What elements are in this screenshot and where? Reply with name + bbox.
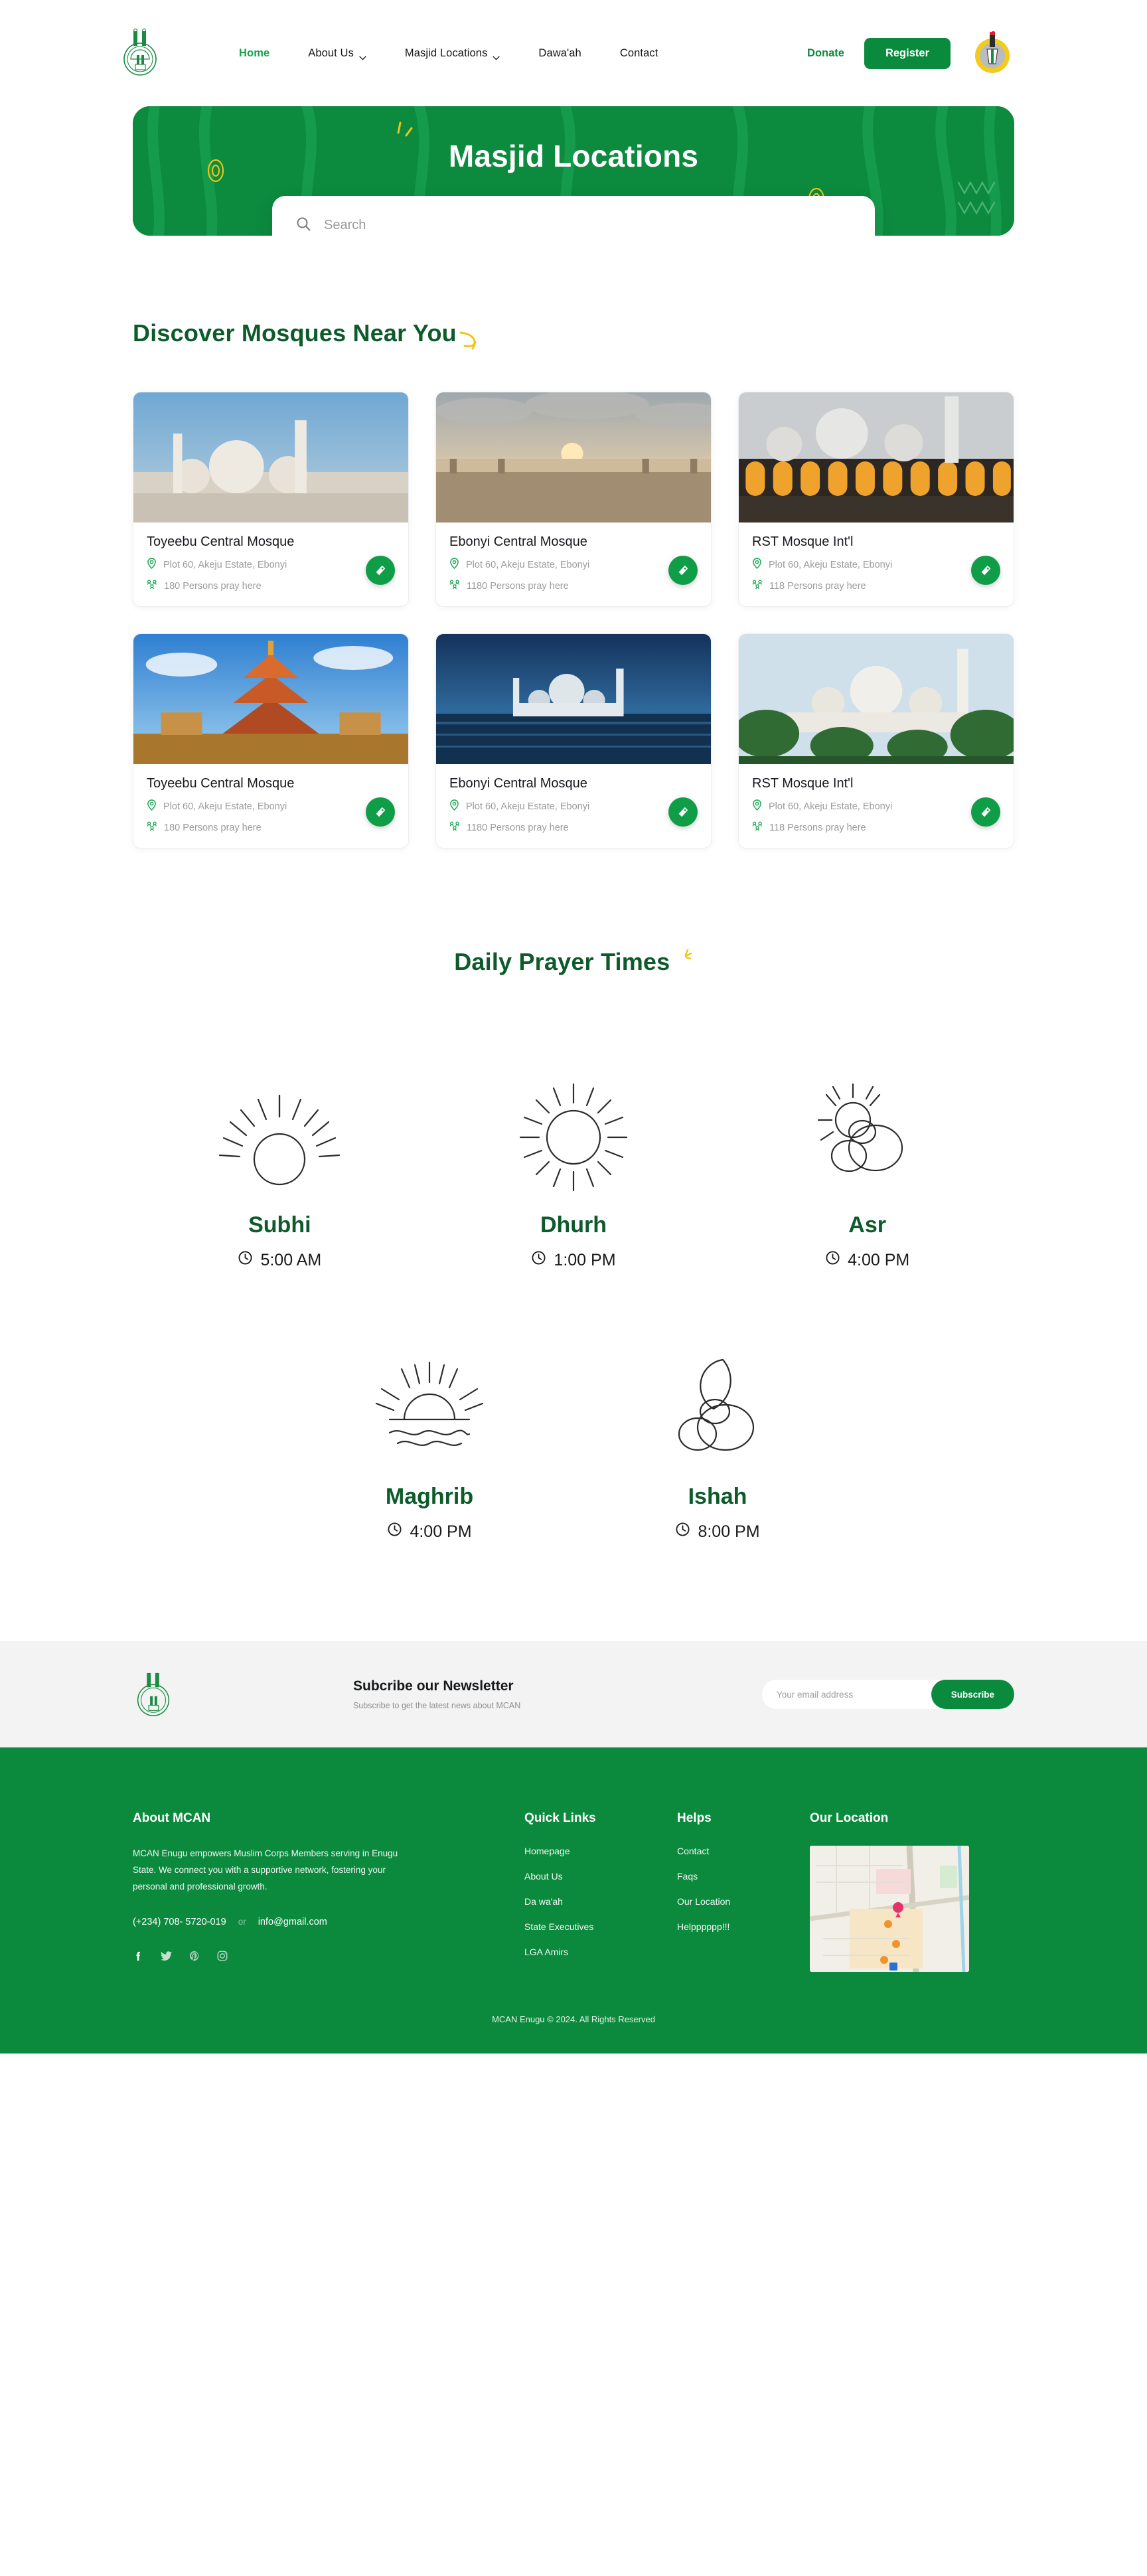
nav-item-about-us[interactable] — [308, 47, 366, 60]
prayer-time: 8:00 PM — [698, 1522, 760, 1541]
footer — [0, 1747, 1147, 2053]
nysc-logo-icon[interactable] — [970, 31, 1014, 75]
mosque-capacity: 1180 Persons pray here — [467, 823, 569, 833]
prayer-item-maghrib — [363, 1347, 496, 1542]
navigate-tag-icon — [676, 805, 690, 819]
hero-section — [0, 106, 1147, 236]
map-pin-icon — [147, 799, 157, 813]
mosque-address: Plot 60, Akeju Estate, Ebonyi — [466, 559, 590, 570]
mosque-card[interactable] — [738, 633, 1014, 848]
nav-item-masjid-locations[interactable] — [405, 47, 500, 60]
navigate-tag-icon-button[interactable] — [366, 797, 395, 827]
footer-location-column — [810, 1811, 1014, 1972]
clock-icon — [238, 1250, 253, 1270]
mosque-name: Toyeebu Central Mosque — [147, 534, 295, 549]
register-button[interactable]: Register — [864, 38, 951, 69]
sunset-water-icon — [363, 1347, 496, 1467]
navigate-tag-icon — [374, 564, 387, 577]
newsletter-form — [762, 1680, 1014, 1709]
nav-item-dawaah-label: Dawa'ah — [538, 46, 581, 59]
footer-link-help[interactable]: Helpppppp!!! — [677, 1921, 730, 1932]
nav-actions — [807, 31, 1014, 75]
prayer-time: 5:00 AM — [260, 1250, 322, 1269]
mosque-photo-white-mosque-trees-daylight — [739, 634, 1014, 764]
people-group-icon — [752, 580, 763, 593]
mosque-address-row — [449, 799, 698, 813]
footer-helps-title: Helps — [677, 1811, 712, 1825]
navbar — [0, 0, 1147, 106]
prayer-time: 4:00 PM — [848, 1250, 910, 1269]
footer-link-lga-amirs[interactable]: LGA Amirs — [524, 1947, 569, 1957]
people-group-icon — [147, 821, 157, 835]
prayer-times-section — [0, 848, 1147, 1542]
prayer-time: 4:00 PM — [410, 1522, 472, 1541]
map-pin-icon — [147, 558, 157, 572]
mosque-name: Ebonyi Central Mosque — [449, 776, 587, 791]
people-group-icon — [147, 580, 157, 593]
prayer-time-row — [238, 1250, 321, 1270]
people-group-icon — [752, 821, 763, 835]
mosque-address-row — [449, 558, 698, 572]
mosque-card-body — [739, 523, 1014, 606]
newsletter-email-input[interactable] — [777, 1690, 931, 1700]
mosque-card-body — [739, 764, 1014, 848]
newsletter-title: Subcribe our Newsletter — [353, 1678, 514, 1694]
mosque-capacity-row — [147, 821, 395, 835]
mosque-card[interactable] — [133, 633, 409, 848]
mosque-card[interactable] — [435, 633, 712, 848]
map-pin-icon — [752, 558, 762, 572]
mosque-address-row — [147, 799, 395, 813]
prayer-item-dhurh — [507, 1076, 640, 1270]
discover-heading — [133, 319, 481, 355]
footer-link-state-executives[interactable]: State Executives — [524, 1921, 594, 1932]
mosque-photo-red-pagoda-mosque-blue-sky — [133, 634, 408, 764]
navigate-tag-icon — [979, 564, 992, 577]
footer-link-homepage[interactable]: Homepage — [524, 1846, 570, 1856]
footer-link-our-location[interactable]: Our Location — [677, 1896, 731, 1907]
donate-link[interactable]: Donate — [807, 46, 844, 59]
mosque-address-row — [752, 558, 1000, 572]
prayer-times-heading — [0, 948, 1147, 976]
mosque-card[interactable] — [435, 392, 712, 607]
mosque-card-grid — [133, 392, 1014, 848]
clock-icon — [825, 1250, 840, 1270]
footer-quick-title: Quick Links — [524, 1811, 596, 1825]
mosque-capacity-row — [752, 580, 1000, 593]
footer-quick-links-column — [524, 1811, 677, 1972]
mosque-name: RST Mosque Int'l — [752, 534, 854, 549]
mosque-address-row — [147, 558, 395, 572]
mosque-card-body — [133, 523, 408, 606]
map-pin-icon — [449, 558, 459, 572]
footer-columns — [133, 1811, 1014, 1972]
navigate-tag-icon — [676, 564, 690, 577]
footer-link-about-us[interactable]: About Us — [524, 1871, 563, 1882]
sunrise-icon — [213, 1076, 346, 1195]
mosque-address-row — [752, 799, 1000, 813]
navigate-tag-icon-button[interactable] — [366, 556, 395, 585]
mosque-card-body — [436, 764, 711, 848]
search-icon — [296, 216, 311, 234]
footer-about-body: MCAN Enugu empowers Muslim Corps Members serving in Enugu State. We connect you with a supportive network, fostering your personal and professional growth. — [133, 1848, 398, 1892]
sparkle-decoration-icon — [676, 948, 693, 969]
mosque-photo-white-marble-mosque-daylight — [133, 392, 408, 523]
mosque-capacity: 118 Persons pray here — [769, 581, 866, 592]
chevron-down-icon — [359, 51, 366, 56]
mosque-capacity-row — [147, 580, 395, 593]
nav-links — [239, 47, 658, 60]
footer-link-faqs[interactable]: Faqs — [677, 1871, 698, 1882]
footer-phone[interactable]: (+234) 708- 5720-019 — [133, 1916, 226, 1927]
footer-helps-column — [677, 1811, 810, 1972]
nav-item-home[interactable] — [239, 47, 269, 60]
prayer-item-asr — [801, 1076, 934, 1270]
swoosh-decoration-icon — [458, 329, 481, 355]
prayer-name: Asr — [848, 1212, 886, 1238]
prayer-times-row-1 — [133, 1076, 1014, 1270]
footer-email[interactable]: info@gmail.com — [258, 1916, 327, 1927]
prayer-time-row — [825, 1250, 909, 1270]
navigate-tag-icon-button[interactable] — [668, 556, 698, 585]
footer-link-dawaah[interactable]: Da wa'ah — [524, 1896, 563, 1907]
navigate-tag-icon-button[interactable] — [971, 797, 1000, 827]
footer-about-title: About MCAN — [133, 1811, 211, 1825]
mosque-capacity: 180 Persons pray here — [164, 581, 262, 592]
prayer-times-title: Daily Prayer Times — [454, 948, 670, 975]
mosque-photo-mosque-golden-arches-night — [739, 392, 1014, 523]
mosque-card-body — [133, 764, 408, 848]
prayer-time: 1:00 PM — [554, 1250, 616, 1269]
prayer-name: Subhi — [248, 1212, 311, 1238]
people-group-icon — [449, 821, 460, 835]
mosque-address: Plot 60, Akeju Estate, Ebonyi — [163, 559, 287, 570]
prayer-time-row — [675, 1522, 759, 1542]
mosque-card[interactable] — [738, 392, 1014, 607]
prayer-item-ishah — [651, 1347, 784, 1542]
prayer-time-row — [387, 1522, 471, 1542]
pinterest-icon[interactable] — [189, 1950, 200, 1965]
subscribe-button[interactable]: Subscribe — [931, 1680, 1014, 1709]
mosque-capacity: 180 Persons pray here — [164, 823, 262, 833]
navigate-tag-icon-button[interactable] — [668, 797, 698, 827]
mosque-photo-floating-mosque-water-dusk — [436, 634, 711, 764]
instagram-icon[interactable] — [216, 1950, 228, 1965]
nav-item-masjid-locations-label: Masjid Locations — [404, 46, 488, 59]
prayer-name: Maghrib — [385, 1484, 474, 1509]
nav-item-dawaah[interactable] — [538, 47, 581, 60]
mosque-name: RST Mosque Int'l — [752, 776, 854, 791]
mcan-logo-icon[interactable] — [119, 29, 161, 78]
mosque-name: Ebonyi Central Mosque — [449, 534, 587, 549]
prayer-name: Ishah — [688, 1484, 747, 1509]
moon-cloud-icon — [651, 1347, 784, 1467]
mosque-address: Plot 60, Akeju Estate, Ebonyi — [769, 801, 893, 812]
footer-separator: or — [238, 1917, 246, 1927]
prayer-item-subhi — [213, 1076, 346, 1270]
map-thumbnail[interactable] — [810, 1846, 969, 1972]
footer-about-column — [133, 1811, 412, 1972]
navigate-tag-icon — [979, 805, 992, 819]
hero-banner — [133, 106, 1014, 236]
mosque-capacity-row — [449, 580, 698, 593]
hero-title: Masjid Locations — [448, 139, 699, 173]
chevron-down-icon — [493, 51, 500, 56]
mosque-capacity-row — [752, 821, 1000, 835]
navigate-tag-icon — [374, 805, 387, 819]
newsletter-section — [0, 1641, 1147, 1747]
nav-item-home-label: Home — [239, 46, 270, 59]
footer-link-contact[interactable]: Contact — [677, 1846, 710, 1856]
prayer-time-row — [531, 1250, 615, 1270]
nav-item-contact[interactable] — [620, 47, 658, 60]
mosque-name: Toyeebu Central Mosque — [147, 776, 295, 791]
discover-title: Discover Mosques Near You — [133, 319, 457, 347]
mosque-address: Plot 60, Akeju Estate, Ebonyi — [769, 559, 893, 570]
nav-item-about-us-label: About Us — [308, 46, 354, 59]
clock-icon — [675, 1522, 690, 1542]
mosque-capacity: 1180 Persons pray here — [467, 581, 569, 592]
mosque-address: Plot 60, Akeju Estate, Ebonyi — [466, 801, 590, 812]
clock-icon — [531, 1250, 546, 1270]
sun-cloud-icon — [801, 1076, 934, 1195]
mosque-address: Plot 60, Akeju Estate, Ebonyi — [163, 801, 287, 812]
mosque-photo-mosque-courtyard-sunset — [436, 392, 711, 523]
map-pin-icon — [752, 799, 762, 813]
mosque-capacity-row — [449, 821, 698, 835]
newsletter-copy — [353, 1678, 520, 1710]
map-pin-icon — [449, 799, 459, 813]
search-input[interactable] — [324, 218, 851, 233]
discover-section — [0, 236, 1147, 848]
navigate-tag-icon-button[interactable] — [971, 556, 1000, 585]
prayer-name: Dhurh — [540, 1212, 607, 1238]
footer-contact-row — [133, 1917, 412, 1927]
hero-search-bar[interactable] — [272, 196, 875, 236]
mosque-capacity: 118 Persons pray here — [769, 823, 866, 833]
twitter-icon[interactable] — [160, 1950, 173, 1966]
mosque-card-body — [436, 523, 711, 606]
footer-social-links — [133, 1950, 412, 1966]
mosque-card[interactable] — [133, 392, 409, 607]
people-group-icon — [449, 580, 460, 593]
sun-icon — [507, 1076, 640, 1195]
footer-location-title: Our Location — [810, 1811, 889, 1825]
nav-item-contact-label: Contact — [619, 46, 658, 59]
facebook-icon[interactable] — [133, 1951, 144, 1965]
clock-icon — [387, 1522, 402, 1542]
newsletter-subtitle: Subscribe to get the latest news about MCAN — [353, 1701, 521, 1710]
footer-copyright: MCAN Enugu © 2024. All Rights Reserved — [492, 2014, 655, 2024]
prayer-times-row-2 — [285, 1347, 862, 1542]
mcan-logo-icon — [133, 1670, 174, 1718]
